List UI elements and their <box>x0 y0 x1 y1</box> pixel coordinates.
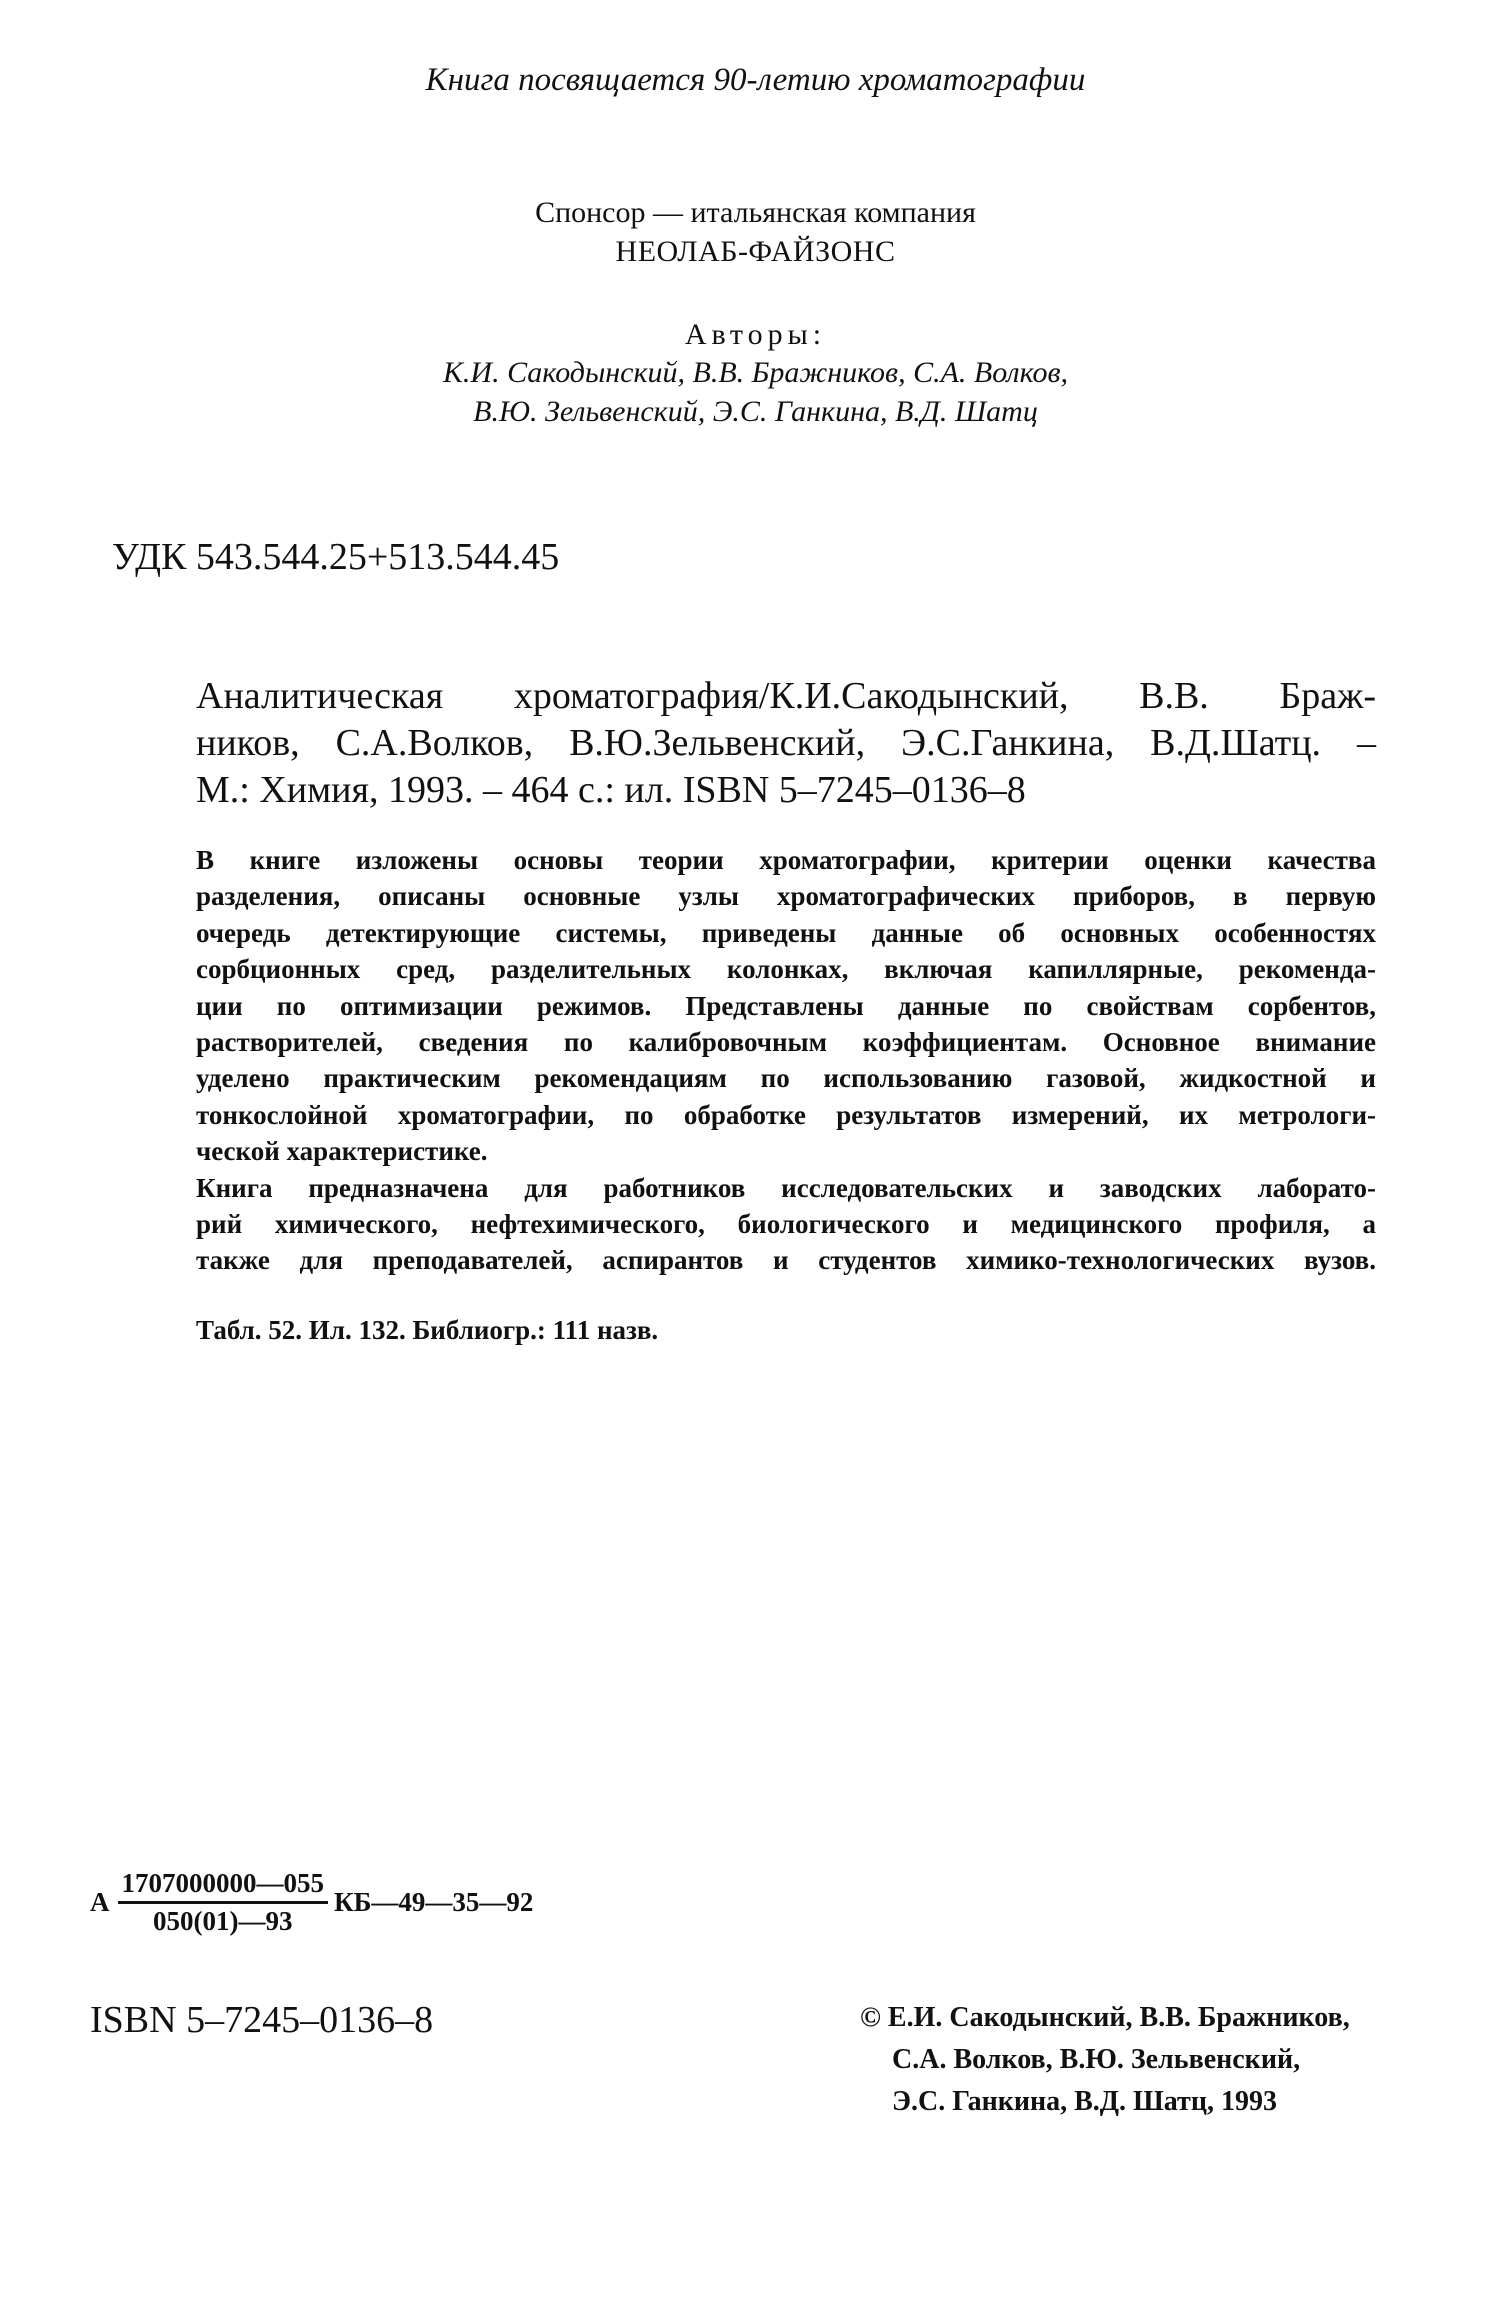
copyright-notice <box>860 1997 1350 2123</box>
annotation-line: Книга предназначена для работников исследовательских и заводских лаборато- <box>196 1172 1376 1203</box>
authors-label: Авторы: <box>684 318 827 351</box>
isbn: ISBN 5–7245–0136–8 <box>90 1999 434 2041</box>
annotation-line: ческой характеристике. <box>196 1136 488 1167</box>
annotation-line: ции по оптимизации режимов. Представлены данные по свойствам сорбентов, <box>196 990 1376 1021</box>
annotation-line: тонкослойной хроматографии, по обработке результатов измерений, их метрологи- <box>196 1099 1376 1130</box>
annotation-line: растворителей, сведения по калибровочным коэффициентам. Основное внимание <box>196 1027 1376 1058</box>
sponsor-line: Спонсор — итальянская компания <box>535 196 976 229</box>
publication-index-code <box>90 1868 533 1937</box>
authors-line-2: В.Ю. Зельвенский, Э.С. Ганкина, В.Д. Шатц <box>473 395 1038 428</box>
tables-info: Табл. 52. Ил. 132. Библиогр.: 111 назв. <box>196 1315 659 1345</box>
index-letter: А <box>90 1887 110 1917</box>
sponsor-company: НЕОЛАБ-ФАЙЗОНС <box>615 235 896 268</box>
bibliographic-line: М.: Химия, 1993. – 464 с.: ил. ISBN 5–7245–0136–8 <box>196 769 1026 811</box>
udk-code: УДК 543.544.25+513.544.45 <box>112 536 560 578</box>
annotation <box>196 842 1376 1279</box>
annotation-line: очередь детектирующие системы, приведены данные об основных особенностях <box>196 917 1376 948</box>
annotation-line: рий химического, нефтехимического, биологического и медицинского профиля, а <box>196 1209 1376 1240</box>
bibliographic-line: Аналитическая хроматография/К.И.Сакодынский, В.В. Браж- <box>196 675 1376 717</box>
index-numerator: 1707000000—055 <box>118 1868 329 1904</box>
index-denominator: 050(01)—93 <box>153 1906 293 1936</box>
copyright-line: С.А. Волков, В.Ю. Зельвенский, <box>892 2044 1301 2075</box>
bibliographic-line: ников, С.А.Волков, В.Ю.Зельвенский, Э.С.Ганкина, В.Д.Шатц. – <box>196 722 1376 764</box>
annotation-line: разделения, описаны основные узлы хроматографических приборов, в первую <box>196 881 1376 912</box>
index-suffix: КБ—49—35—92 <box>334 1887 534 1917</box>
annotation-line: В книге изложены основы теории хроматографии, критерии оценки качества <box>196 845 1376 875</box>
dedication-line: Книга посвящается 90-летию хроматографии <box>425 62 1086 98</box>
copyright-line: © Е.И. Сакодынский, В.В. Бражников, <box>860 2002 1350 2033</box>
annotation-line: также для преподавателей, аспирантов и студентов химико-технологических вузов. <box>196 1245 1376 1276</box>
annotation-line: сорбционных сред, разделительных колонках, включая капиллярные, рекоменда- <box>196 954 1376 985</box>
authors-line-1: К.И. Сакодынский, В.В. Бражников, С.А. Волков, <box>443 356 1068 389</box>
copyright-line: Э.С. Ганкина, В.Д. Шатц, 1993 <box>892 2086 1277 2117</box>
annotation-line: уделено практическим рекомендациям по использованию газовой, жидкостной и <box>196 1063 1376 1094</box>
bibliographic-record <box>196 673 1376 814</box>
index-fraction <box>118 1868 329 1937</box>
